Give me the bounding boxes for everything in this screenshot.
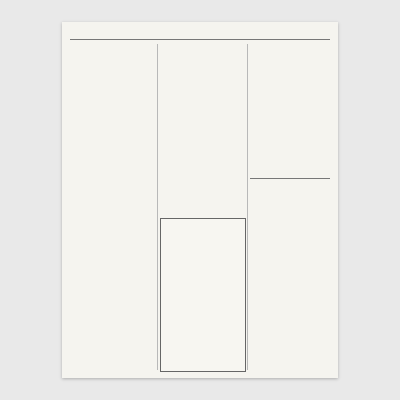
page-header: [70, 28, 330, 38]
column-1-text: [70, 44, 154, 370]
column-divider: [157, 44, 158, 370]
article-text: [250, 206, 330, 366]
header-rule: [70, 39, 330, 40]
column-divider: [247, 44, 248, 370]
newspaper-page: [62, 22, 338, 378]
poem-box: [160, 218, 246, 372]
section-rule: [250, 178, 330, 179]
